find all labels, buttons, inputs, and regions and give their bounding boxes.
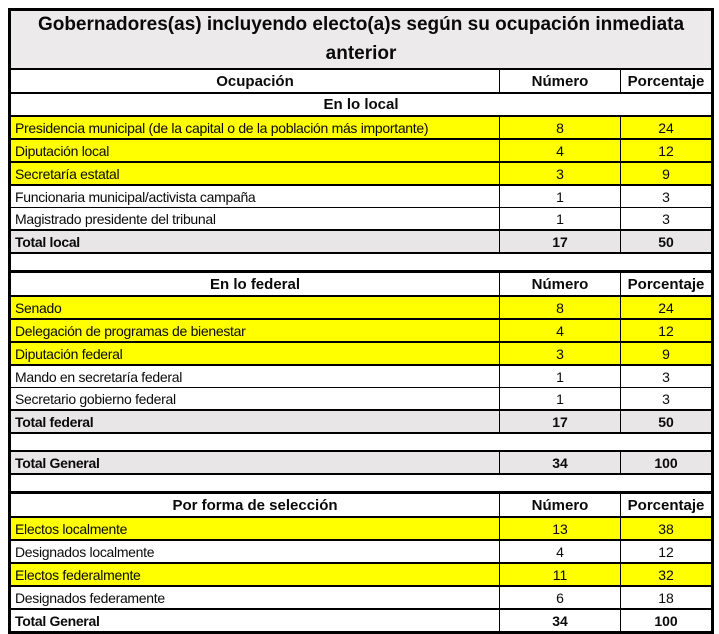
table-row bbox=[10, 517, 713, 540]
percentage-cell: 12 bbox=[621, 139, 713, 162]
grand-total-row bbox=[10, 451, 713, 474]
occupation-table-sheet bbox=[8, 8, 711, 634]
occupation-cell: Magistrado presidente del tribunal bbox=[10, 208, 500, 231]
number-cell: 1 bbox=[500, 185, 621, 208]
table-row bbox=[10, 342, 713, 365]
table-row bbox=[10, 586, 713, 609]
page-title: Gobernadores(as) incluyendo electo(a)s según su ocupación inmediata anterior bbox=[10, 10, 713, 70]
selection-total-row bbox=[10, 609, 713, 633]
section-header-local bbox=[10, 93, 713, 116]
column-header-number: Número bbox=[500, 493, 621, 518]
occupation-cell: Designados localmente bbox=[10, 540, 500, 563]
table-row bbox=[10, 139, 713, 162]
occupation-cell: Secretaría estatal bbox=[10, 162, 500, 185]
table-row bbox=[10, 388, 713, 411]
section-header-selection bbox=[10, 493, 713, 518]
column-header-percentage: Porcentaje bbox=[621, 69, 713, 93]
section-header-selection-label: Por forma de selección bbox=[10, 493, 500, 518]
percentage-cell: 12 bbox=[621, 540, 713, 563]
percentage-cell: 38 bbox=[621, 517, 713, 540]
total-percentage-cell: 100 bbox=[621, 451, 713, 474]
column-header-row bbox=[10, 69, 713, 93]
total-percentage-cell: 100 bbox=[621, 609, 713, 633]
title-row bbox=[10, 10, 713, 70]
occupation-cell: Funcionaria municipal/activista campaña bbox=[10, 185, 500, 208]
number-cell: 3 bbox=[500, 342, 621, 365]
percentage-cell: 12 bbox=[621, 319, 713, 342]
column-header-percentage: Porcentaje bbox=[621, 272, 713, 297]
occupation-cell: Delegación de programas de bienestar bbox=[10, 319, 500, 342]
number-cell: 8 bbox=[500, 116, 621, 139]
number-cell: 1 bbox=[500, 365, 621, 388]
table-row bbox=[10, 116, 713, 139]
percentage-cell: 24 bbox=[621, 116, 713, 139]
total-local-row bbox=[10, 230, 713, 253]
percentage-cell: 9 bbox=[621, 162, 713, 185]
spacer-row bbox=[10, 474, 713, 493]
total-number-cell: 34 bbox=[500, 609, 621, 633]
occupation-cell: Diputación local bbox=[10, 139, 500, 162]
table-row bbox=[10, 365, 713, 388]
occupation-cell: Mando en secretaría federal bbox=[10, 365, 500, 388]
occupation-cell: Electos federalmente bbox=[10, 563, 500, 586]
percentage-cell: 9 bbox=[621, 342, 713, 365]
occupation-cell: Senado bbox=[10, 296, 500, 319]
table-row bbox=[10, 162, 713, 185]
number-cell: 3 bbox=[500, 162, 621, 185]
section-header-federal-label: En lo federal bbox=[10, 272, 500, 297]
column-header-number: Número bbox=[500, 272, 621, 297]
section-header-federal bbox=[10, 272, 713, 297]
total-number-cell: 17 bbox=[500, 410, 621, 433]
percentage-cell: 3 bbox=[621, 208, 713, 231]
number-cell: 8 bbox=[500, 296, 621, 319]
table-row bbox=[10, 563, 713, 586]
occupation-cell: Presidencia municipal (de la capital o de la población más importante) bbox=[10, 116, 500, 139]
column-header-occupation: Ocupación bbox=[10, 69, 500, 93]
percentage-cell: 32 bbox=[621, 563, 713, 586]
number-cell: 4 bbox=[500, 319, 621, 342]
spacer-row bbox=[10, 433, 713, 451]
column-header-percentage: Porcentaje bbox=[621, 493, 713, 518]
total-number-cell: 17 bbox=[500, 230, 621, 253]
occupation-cell: Diputación federal bbox=[10, 342, 500, 365]
total-percentage-cell: 50 bbox=[621, 410, 713, 433]
occupation-cell: Secretario gobierno federal bbox=[10, 388, 500, 411]
percentage-cell: 18 bbox=[621, 586, 713, 609]
percentage-cell: 3 bbox=[621, 365, 713, 388]
number-cell: 4 bbox=[500, 540, 621, 563]
number-cell: 1 bbox=[500, 388, 621, 411]
occupation-table bbox=[8, 8, 714, 634]
percentage-cell: 3 bbox=[621, 185, 713, 208]
number-cell: 4 bbox=[500, 139, 621, 162]
number-cell: 13 bbox=[500, 517, 621, 540]
table-row bbox=[10, 208, 713, 231]
column-header-number: Número bbox=[500, 69, 621, 93]
total-label-cell: Total local bbox=[10, 230, 500, 253]
number-cell: 1 bbox=[500, 208, 621, 231]
total-label-cell: Total federal bbox=[10, 410, 500, 433]
number-cell: 11 bbox=[500, 563, 621, 586]
total-number-cell: 34 bbox=[500, 451, 621, 474]
total-label-cell: Total General bbox=[10, 609, 500, 633]
percentage-cell: 24 bbox=[621, 296, 713, 319]
table-row bbox=[10, 540, 713, 563]
section-header-local-label: En lo local bbox=[10, 93, 713, 116]
number-cell: 6 bbox=[500, 586, 621, 609]
occupation-cell: Electos localmente bbox=[10, 517, 500, 540]
table-row bbox=[10, 185, 713, 208]
occupation-cell: Designados federamente bbox=[10, 586, 500, 609]
percentage-cell: 3 bbox=[621, 388, 713, 411]
spacer-row bbox=[10, 253, 713, 272]
total-label-cell: Total General bbox=[10, 451, 500, 474]
total-percentage-cell: 50 bbox=[621, 230, 713, 253]
table-row bbox=[10, 319, 713, 342]
total-federal-row bbox=[10, 410, 713, 433]
table-row bbox=[10, 296, 713, 319]
